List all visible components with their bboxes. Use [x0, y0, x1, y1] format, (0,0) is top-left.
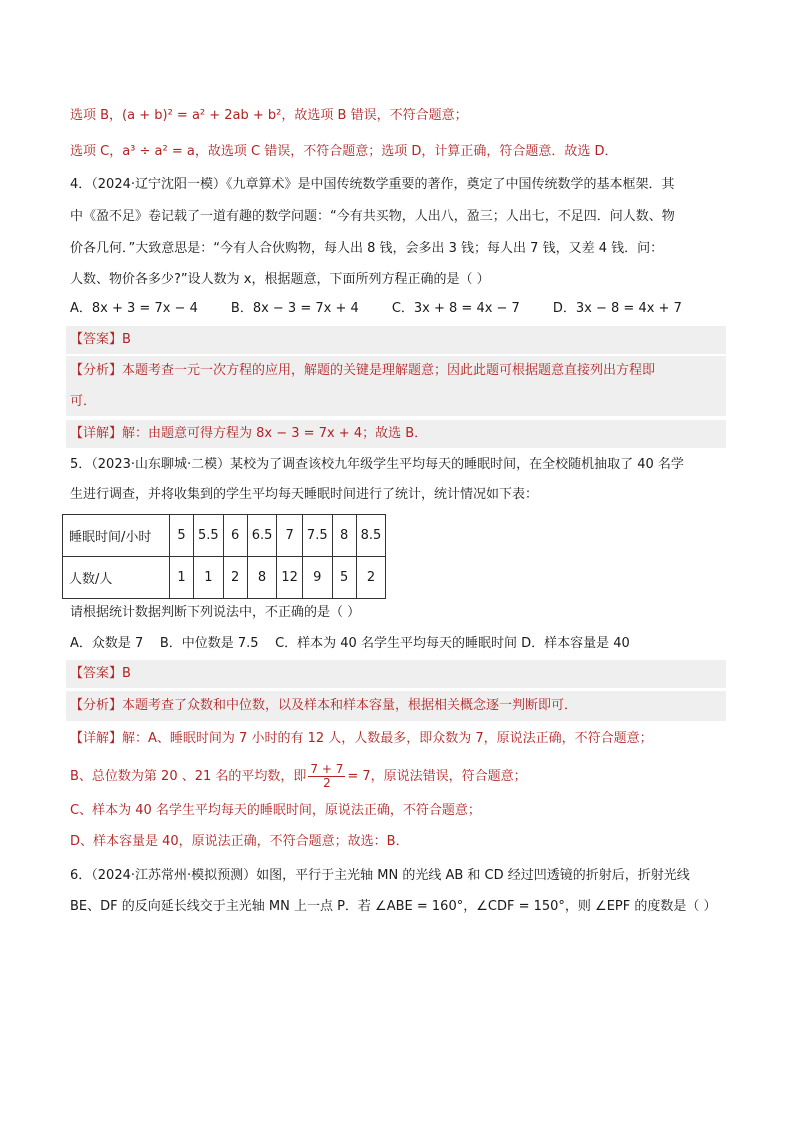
q5-analysis: [70, 696, 577, 716]
q6-stem-line1: 6．（2024·江苏常州·模拟预测）如图，平行于主光轴 MN 的光线 AB 和 CD 经过凹透镜的折射后，折射光线: [70, 868, 690, 883]
table-cell: 8: [332, 515, 356, 557]
table-row-label: 人数/人: [63, 557, 170, 599]
q4-analysis-line2: 可．: [70, 394, 97, 409]
table-cell: 6.5: [247, 515, 277, 557]
detail-text: B、总位数为第 20 、21 名的平均数，即: [70, 769, 307, 784]
analysis-text: 本题考查一元一次方程的应用，解题的关键是理解题意；因此此题可根据题意直接列出方程即: [122, 363, 656, 378]
q5-detail-line1: [70, 729, 653, 749]
detail-text: 解：A、睡眠时间为 7 小时的有 12 人，人数最多，即众数为 7，原说法正确，不符合题意；: [122, 731, 653, 746]
q5-stem-line3: 请根据统计数据判断下列说法中，不正确的是（ ）: [70, 605, 361, 620]
option-b-explanation: 选项 B，(a + b)² = a² + 2ab + b²，故选项 B 错误，不符合题意；: [70, 108, 468, 123]
q5-detail-line3: C、样本为 40 名学生平均每天的睡眠时间，原说法正确，不符合题意；: [70, 803, 481, 818]
q4-stem-line3: 价各几何．”大致意思是：“今有人合伙购物，每人出 8 钱，会多出 3 钱；每人出 7 钱，又差 4 钱．问：: [70, 241, 664, 256]
q4-answer: [70, 330, 131, 350]
detail-text: 解：由题意可得方程为 8x − 3 = 7x + 4；故选 B．: [122, 426, 428, 441]
q4-stem-line4: 人数、物价各多少?”设人数为 x，根据题意，下面所列方程正确的是（ ）: [70, 272, 490, 287]
table-cell: 9: [302, 557, 332, 599]
q5-stem-line1: 5．（2023·山东聊城·二模）某校为了调查该校九年级学生平均每天的睡眠时间，在全校随机抽取了 40 名学: [70, 457, 684, 472]
q5-options: A．众数是 7 B．中位数是 7.5 C．样本为 40 名学生平均每天的睡眠时间 D．样本容量是 40: [70, 636, 630, 651]
q4-answer-block: [66, 326, 726, 354]
q5-detail-line2: [70, 762, 527, 792]
table-cell: 1: [194, 557, 224, 599]
table-cell: 7: [277, 515, 303, 557]
detail-tag: 【详解】: [70, 426, 123, 441]
detail-text: = 7，原说法错误，符合题意；: [347, 769, 527, 784]
analysis-text: 本题考查了众数和中位数，以及样本和样本容量，根据相关概念逐一判断即可．: [122, 698, 578, 713]
q4-detail: [70, 424, 427, 444]
q4-stem-line1: 4．（2024·辽宁沈阳一模）《九章算术》是中国传统数学重要的著作，奠定了中国传统数学的基本框架．其: [70, 177, 675, 192]
table-cell: 8.5: [356, 515, 386, 557]
q4-analysis-line1: [70, 361, 655, 381]
q5-answer: [70, 664, 131, 684]
q5-stem-line2: 生进行调查，并将收集到的学生平均每天睡眠时间进行了统计，统计情况如下表：: [70, 487, 539, 502]
answer-value: B: [122, 332, 131, 347]
table-cell: 6: [223, 515, 247, 557]
analysis-tag: 【分析】: [70, 363, 123, 378]
table-cell: 2: [223, 557, 247, 599]
q6-stem-line2: BE、DF 的反向延长线交于主光轴 MN 上一点 P．若 ∠ABE = 160°，∠CDF = 150°，则 ∠EPF 的度数是（ ）: [70, 899, 717, 914]
table-cell: 8: [247, 557, 277, 599]
table-cell: 5.5: [194, 515, 224, 557]
q4-options: A．8x + 3 = 7x − 4 B．8x − 3 = 7x + 4 C．3x + 8 = 4x − 7 D．3x − 8 = 4x + 7: [70, 301, 682, 316]
q5-detail-line4: D、样本容量是 40，原说法正确，不符合题意；故选：B．: [70, 834, 409, 849]
median-fraction: [308, 763, 345, 790]
table-cell: 1: [170, 557, 194, 599]
answer-tag: 【答案】: [70, 666, 123, 681]
table-cell: 12: [277, 557, 303, 599]
table-row: [63, 557, 386, 599]
option-c-explanation: 选项 C，a³ ÷ a² = a，故选项 C 错误，不符合题意；选项 D，计算正确，符合题意．故选 D．: [70, 144, 618, 159]
answer-value: B: [122, 666, 131, 681]
table-cell: 5: [170, 515, 194, 557]
answer-tag: 【答案】: [70, 332, 123, 347]
detail-tag: 【详解】: [70, 731, 123, 746]
table-row-label: 睡眠时间/小时: [63, 515, 170, 557]
sleep-stats-table: [62, 514, 386, 599]
fraction-numerator: 7 + 7: [310, 762, 344, 776]
q5-answer-block: [66, 660, 726, 688]
fraction-denominator: 2: [323, 776, 331, 790]
table-cell: 5: [332, 557, 356, 599]
table-cell: 7.5: [302, 515, 332, 557]
table-row: [63, 515, 386, 557]
analysis-tag: 【分析】: [70, 698, 123, 713]
table-cell: 2: [356, 557, 386, 599]
q4-stem-line2: 中《盈不足》卷记载了一道有趣的数学问题：“今有共买物，人出八，盈三；人出七，不足四．问人数、物: [70, 209, 675, 224]
